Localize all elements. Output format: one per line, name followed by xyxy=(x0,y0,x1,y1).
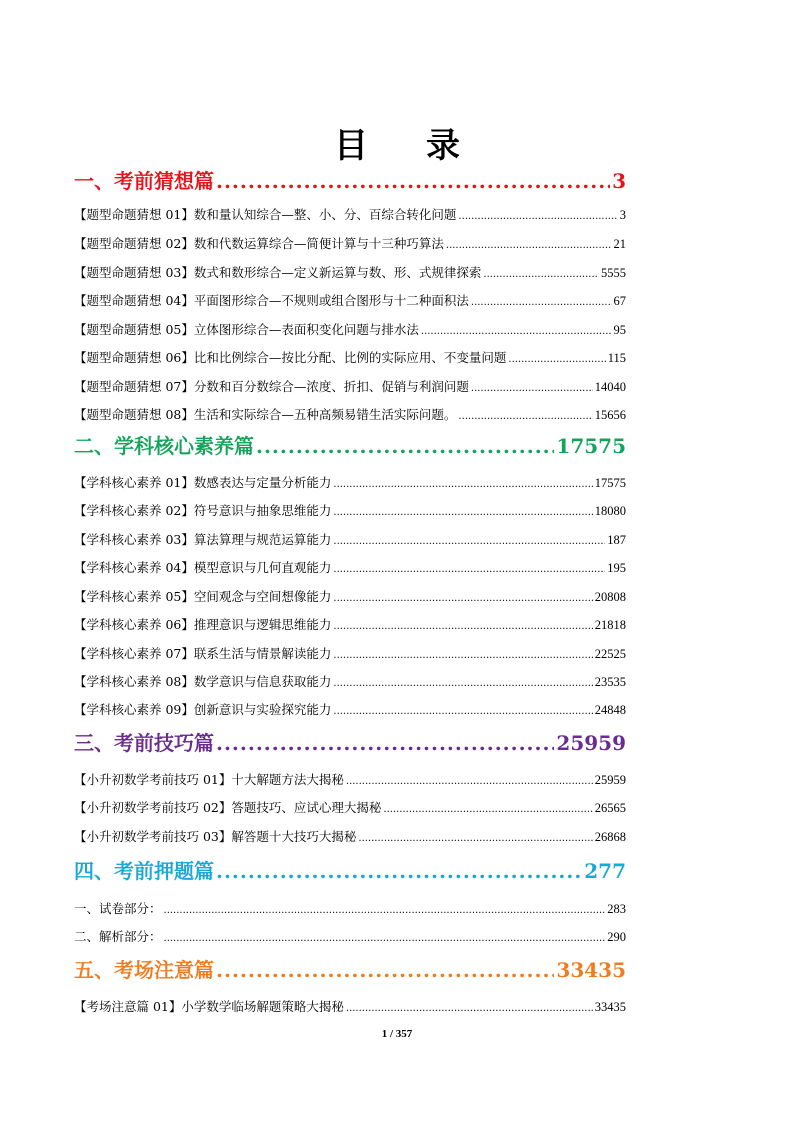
entry-label: 【学科核心素养 06】推理意识与逻辑思维能力 xyxy=(74,617,332,632)
entry-page: 67 xyxy=(613,294,626,308)
entry-page: 3 xyxy=(619,208,626,222)
entry-label: 【小升初数学考前技巧 01】十大解题方法大揭秘 xyxy=(74,772,344,787)
section-heading-4[interactable] xyxy=(74,858,626,884)
dot-leader xyxy=(333,505,592,521)
entry-page: 18080 xyxy=(594,504,626,518)
entry-label: 【学科核心素养 08】数学意识与信息获取能力 xyxy=(74,674,332,689)
toc-entry[interactable] xyxy=(74,901,626,919)
entry-label: 【考场注意篇 01】小学数学临场解题策略大揭秘 xyxy=(74,999,344,1014)
toc-entry[interactable] xyxy=(74,772,626,790)
section-page: 277 xyxy=(584,859,626,883)
toc-entry[interactable] xyxy=(74,350,626,368)
entry-page: 115 xyxy=(607,351,626,365)
entry-label: 【题型命题猜想 04】平面图形综合—不规则或组合图形与十二种面积法 xyxy=(74,293,469,308)
entry-page: 33435 xyxy=(594,1000,626,1014)
entry-page: 24848 xyxy=(594,703,626,717)
entry-label: 【学科核心素养 02】符号意识与抽象思维能力 xyxy=(74,503,332,518)
entry-label: 【小升初数学考前技巧 02】答题技巧、应试心理大揭秘 xyxy=(74,800,382,815)
entry-label: 【学科核心素养 09】创新意识与实验探究能力 xyxy=(74,702,332,717)
entry-label: 【题型命题猜想 02】数和代数运算综合—简便计算与十三种巧算法 xyxy=(74,236,444,251)
section-label: 二、学科核心素养篇 xyxy=(74,434,254,458)
dot-leader xyxy=(383,802,592,818)
entry-page: 15656 xyxy=(594,408,626,422)
entry-page: 26868 xyxy=(594,830,626,844)
dot-leader xyxy=(216,730,554,756)
entry-label: 【题型命题猜想 07】分数和百分数综合—浓度、折扣、促销与利润问题 xyxy=(74,379,469,394)
dot-leader xyxy=(446,238,612,254)
dot-leader xyxy=(333,676,592,692)
toc-entry[interactable] xyxy=(74,674,626,692)
dot-leader xyxy=(458,209,617,225)
dot-leader xyxy=(333,534,605,550)
section-page: 3 xyxy=(612,169,626,193)
entry-page: 23535 xyxy=(594,675,626,689)
entry-page: 290 xyxy=(607,930,626,944)
entry-label: 【学科核心素养 01】数感表达与定量分析能力 xyxy=(74,475,332,490)
dot-leader xyxy=(458,409,592,425)
dot-leader xyxy=(333,648,592,664)
toc-entry[interactable] xyxy=(74,617,626,635)
dot-leader xyxy=(216,957,554,983)
toc-entry[interactable] xyxy=(74,407,626,425)
toc-entry[interactable] xyxy=(74,503,626,521)
toc-entry[interactable] xyxy=(74,999,626,1017)
dot-leader xyxy=(333,591,592,607)
section-label: 一、考前猜想篇 xyxy=(74,169,214,193)
toc-entry[interactable] xyxy=(74,829,626,847)
entry-label: 【学科核心素养 05】空间观念与空间想像能力 xyxy=(74,589,332,604)
dot-leader xyxy=(333,704,592,720)
toc-entry[interactable] xyxy=(74,589,626,607)
dot-leader xyxy=(421,324,612,340)
entry-page: 20808 xyxy=(594,590,626,604)
dot-leader xyxy=(333,562,605,578)
entry-page: 21818 xyxy=(594,618,626,632)
dot-leader xyxy=(333,619,592,635)
entry-label: 一、试卷部分： xyxy=(74,901,162,916)
toc-entry[interactable] xyxy=(74,265,626,283)
dot-leader xyxy=(358,831,592,847)
section-label: 三、考前技巧篇 xyxy=(74,731,214,755)
entry-label: 【题型命题猜想 01】数和量认知综合—整、小、分、百综合转化问题 xyxy=(74,207,457,222)
entry-page: 26565 xyxy=(594,801,626,815)
toc-entry[interactable] xyxy=(74,702,626,720)
entry-page: 195 xyxy=(607,561,626,575)
page-number: 1 / 357 xyxy=(381,1028,413,1040)
toc-entry[interactable] xyxy=(74,800,626,818)
toc-entry[interactable] xyxy=(74,236,626,254)
toc-entry[interactable] xyxy=(74,379,626,397)
section-page: 33435 xyxy=(556,958,626,982)
toc-entry[interactable] xyxy=(74,475,626,493)
entry-page: 95 xyxy=(613,323,626,337)
section-label: 五、考场注意篇 xyxy=(74,958,214,982)
section-heading-2[interactable] xyxy=(74,433,626,459)
dot-leader xyxy=(346,1001,593,1017)
dot-leader xyxy=(216,168,610,194)
entry-label: 【学科核心素养 07】联系生活与情景解读能力 xyxy=(74,646,332,661)
dot-leader xyxy=(333,477,592,493)
dot-leader xyxy=(164,931,606,947)
entry-page: 25959 xyxy=(594,773,626,787)
dot-leader xyxy=(216,858,582,884)
entry-page: 17575 xyxy=(594,476,626,490)
entry-page: 22525 xyxy=(594,647,626,661)
entry-label: 二、解析部分： xyxy=(74,929,162,944)
entry-label: 【题型命题猜想 03】数式和数形综合—定义新运算与数、形、式规律探索 xyxy=(74,265,482,280)
entry-page: 5555 xyxy=(601,266,626,280)
entry-page: 283 xyxy=(607,902,626,916)
toc-entry[interactable] xyxy=(74,560,626,578)
dot-leader xyxy=(483,267,599,283)
toc-entry[interactable] xyxy=(74,929,626,947)
toc-entry[interactable] xyxy=(74,646,626,664)
entry-label: 【题型命题猜想 06】比和比例综合—按比分配、比例的实际应用、不变量问题 xyxy=(74,350,507,365)
dot-leader xyxy=(346,774,593,790)
dot-leader xyxy=(256,433,554,459)
section-heading-5[interactable] xyxy=(74,957,626,983)
section-label: 四、考前押题篇 xyxy=(74,859,214,883)
entry-page: 14040 xyxy=(594,380,626,394)
entry-page: 21 xyxy=(613,237,626,251)
toc-entry[interactable] xyxy=(74,207,626,225)
section-page: 17575 xyxy=(556,434,626,458)
section-page: 25959 xyxy=(556,731,626,755)
entry-label: 【题型命题猜想 08】生活和实际综合—五种高频易错生活实际问题。 xyxy=(74,407,457,422)
entry-label: 【学科核心素养 04】模型意识与几何直观能力 xyxy=(74,560,332,575)
dot-leader xyxy=(471,295,612,311)
title-char-1: 目 xyxy=(334,126,368,166)
dot-leader xyxy=(164,903,606,919)
dot-leader xyxy=(508,352,605,368)
toc-entry[interactable] xyxy=(74,322,626,340)
title-char-2: 录 xyxy=(426,126,460,166)
entry-page: 187 xyxy=(607,533,626,547)
entry-label: 【小升初数学考前技巧 03】解答题十大技巧大揭秘 xyxy=(74,829,357,844)
section-heading-3[interactable] xyxy=(74,730,626,756)
entry-label: 【学科核心素养 03】算法算理与规范运算能力 xyxy=(74,532,332,547)
section-heading-1[interactable] xyxy=(74,168,626,194)
page-title xyxy=(0,118,794,167)
toc-entry[interactable] xyxy=(74,293,626,311)
entry-label: 【题型命题猜想 05】立体图形综合—表面积变化问题与排水法 xyxy=(74,322,419,337)
toc-entry[interactable] xyxy=(74,532,626,550)
dot-leader xyxy=(471,381,593,397)
